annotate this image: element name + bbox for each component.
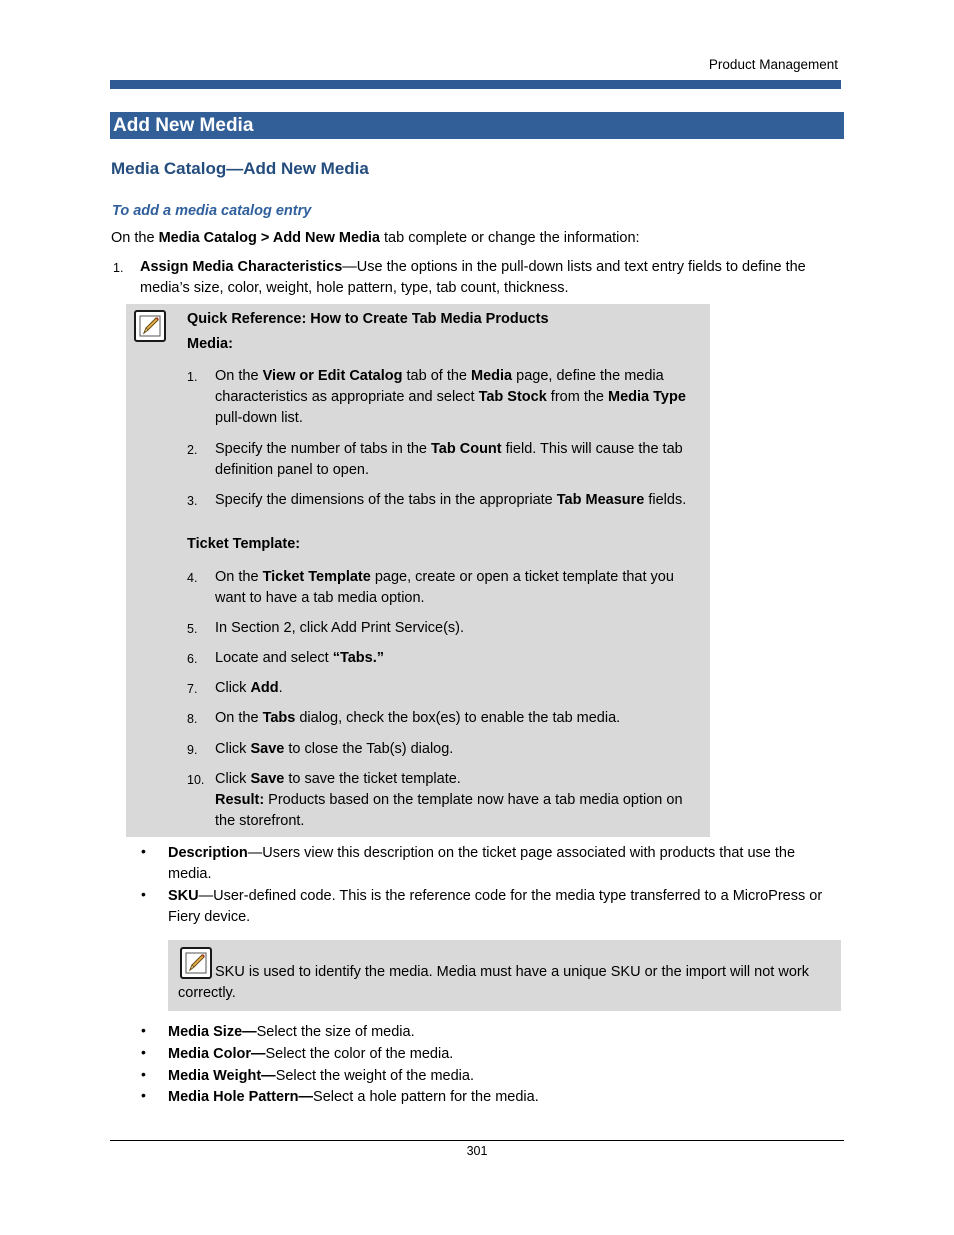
qr-step-9: Click Save to close the Tab(s) dialog. — [215, 741, 454, 757]
bullet-glyph: • — [141, 886, 146, 902]
bullet-glyph: • — [141, 1087, 146, 1103]
sku-note-text: SKU is used to identify the media. Media must have a unique SKU or the import will not work correctly. — [178, 964, 809, 1001]
qr-step-number: 9. — [187, 743, 198, 757]
qr-step-7: Click Add. — [215, 680, 283, 696]
media-label: Media: — [187, 336, 233, 352]
qr-step-3: Specify the dimensions of the tabs in the appropriate Tab Measure fields. — [215, 492, 687, 508]
subheading: Media Catalog—Add New Media — [111, 159, 369, 178]
running-header: Product Management — [708, 57, 838, 72]
bullet-media-size: Media Size—Select the size of media. — [168, 1024, 415, 1040]
qr-step-1: On the View or Edit Catalog tab of the Media page, define the media characteristics as appropriate and select Tab Stock from the Media Type pull-down list. — [215, 368, 686, 426]
step-1-text: Assign Media Characteristics—Use the options in the pull-down lists and text entry fields to define the media’s size, color, weight, hole pattern, type, tab count, thickness. — [140, 259, 806, 296]
pencil-note-icon — [134, 310, 166, 342]
page-number: 301 — [466, 1144, 488, 1158]
qr-step-number: 5. — [187, 622, 198, 636]
ticket-template-label: Ticket Template: — [187, 536, 301, 552]
bullet-description: Description—Users view this description on the ticket page associated with products that use the media. — [168, 845, 796, 882]
bullet-glyph: • — [141, 1022, 146, 1038]
bullet-media-color: Media Color—Select the color of the media. — [168, 1046, 454, 1062]
qr-step-number: 4. — [187, 571, 198, 585]
footer-rule — [110, 1140, 844, 1141]
qr-step-number: 8. — [187, 712, 198, 726]
bullet-glyph: • — [141, 843, 146, 859]
qr-step-2: Specify the number of tabs in the Tab Count field. This will cause the tab definition panel to open. — [215, 441, 683, 478]
step-number: 1. — [113, 261, 124, 275]
procedure-title: To add a media catalog entry — [112, 203, 312, 219]
qr-step-number: 3. — [187, 494, 198, 508]
bullet-media-weight: Media Weight—Select the weight of the media. — [168, 1068, 474, 1084]
qr-step-5: In Section 2, click Add Print Service(s). — [215, 620, 465, 636]
qr-step-number: 2. — [187, 443, 198, 457]
qr-step-6: Locate and select “Tabs.” — [215, 650, 384, 666]
qr-step-8: On the Tabs dialog, check the box(es) to enable the tab media. — [215, 710, 621, 726]
bullet-glyph: • — [141, 1044, 146, 1060]
qr-step-number: 1. — [187, 370, 198, 384]
intro-paragraph: On the Media Catalog > Add New Media tab complete or change the information: — [111, 230, 640, 246]
qr-step-number: 7. — [187, 682, 198, 696]
qr-step-4: On the Ticket Template page, create or open a ticket template that you want to have a tab media option. — [215, 569, 674, 606]
bullet-sku: SKU—User-defined code. This is the reference code for the media type transferred to a MicroPress or Fiery device. — [168, 888, 823, 925]
bullet-media-hole-pattern: Media Hole Pattern—Select a hole pattern for the media. — [168, 1089, 539, 1105]
qr-step-number: 10. — [187, 773, 205, 787]
qr-step-10: Click Save to save the ticket template. Result: Products based on the template now have a tab media option on the storefront. — [215, 771, 683, 829]
header-rule — [110, 80, 841, 89]
quick-reference-title: Quick Reference: How to Create Tab Media Products — [187, 311, 549, 327]
bullet-glyph: • — [141, 1066, 146, 1082]
qr-step-number: 6. — [187, 652, 198, 666]
section-title: Add New Media — [110, 112, 844, 139]
